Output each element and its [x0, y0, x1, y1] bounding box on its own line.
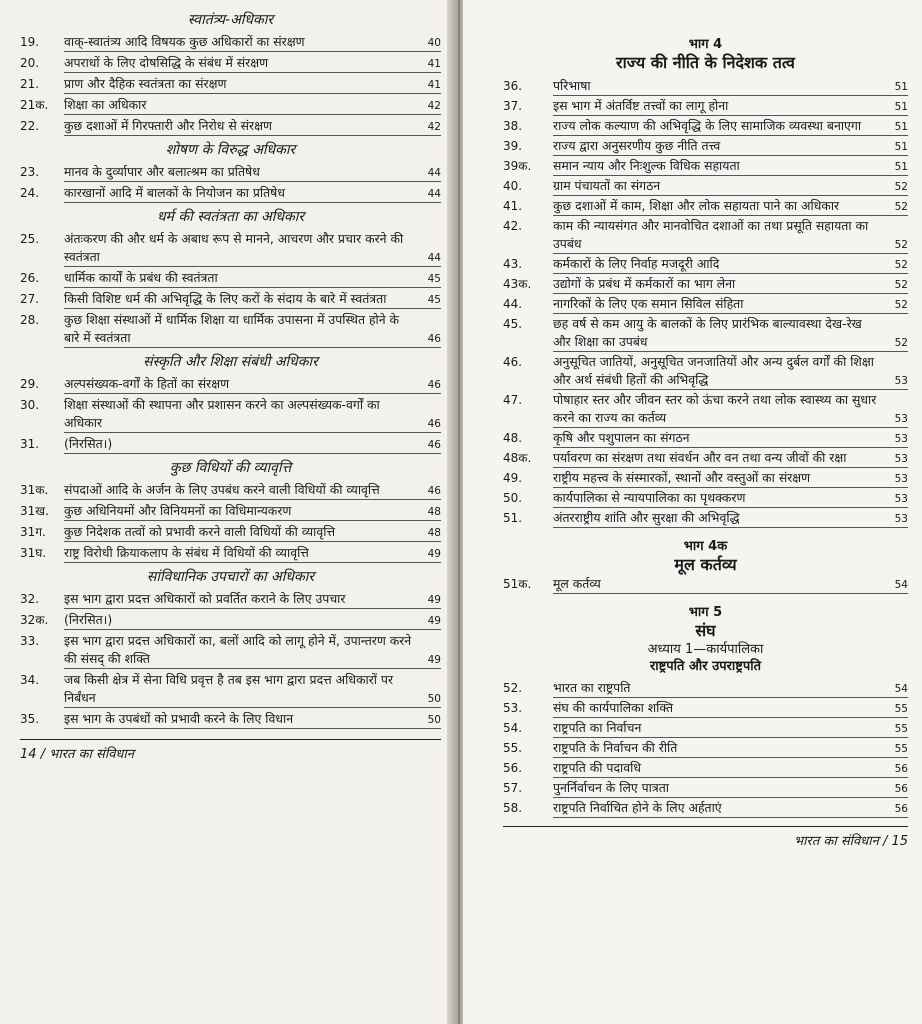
toc-entry [503, 315, 908, 352]
toc-entry [20, 269, 441, 288]
section-heading: कुछ विधियों की व्यावृत्ति [169, 460, 292, 476]
toc-entry [503, 157, 908, 176]
toc-entry [503, 295, 908, 314]
entry-title: (निरसित।) [64, 611, 441, 630]
part5-title: संघ [695, 621, 716, 640]
entry-number: 54. [503, 721, 523, 735]
entry-number: 31घ. [20, 546, 47, 560]
entry-page-number: 56 [894, 763, 908, 775]
entry-title: अंतःकरण की और धर्म के अबाध रूप से मानने, आचरण और प्रचार करने की स्वतंत्रता [64, 230, 441, 267]
entry-number: 37. [503, 99, 523, 113]
entry-title: समान न्याय और निःशुल्क विधिक सहायता [553, 157, 908, 176]
entry-title: अनुसूचित जातियों, अनुसूचित जनजातियों और अन्य दुर्बल वर्गों की शिक्षा और अर्थ संबंधी हितों की अभिवृद्धि [553, 353, 908, 390]
entry-page-number: 53 [894, 493, 908, 505]
chapter-subtitle: राष्ट्रपति और उपराष्ट्रपति [649, 659, 762, 674]
entry-page-number: 44 [427, 252, 441, 264]
entry-number: 52. [503, 681, 523, 695]
entry-number: 21क. [20, 98, 49, 112]
section-heading: स्वातंत्र्य-अधिकार [187, 12, 274, 28]
entry-title: कुछ दशाओं में गिरफ्तारी और निरोध से संरक्षण [64, 117, 441, 136]
part5-list [503, 679, 908, 818]
entry-number: 33. [20, 634, 40, 648]
entry-title: राष्ट्रपति निर्वाचित होने के लिए अर्हताएं [553, 799, 908, 818]
entry-title: शिक्षा संस्थाओं की स्थापना और प्रशासन करने का अल्पसंख्यक-वर्गों का अधिकार [64, 396, 441, 433]
toc-entry [20, 75, 441, 94]
entry-page-number: 40 [427, 37, 441, 49]
entry-number: 29. [20, 377, 40, 391]
toc-entry [20, 632, 441, 669]
entry-number: 56. [503, 761, 523, 775]
entry-page-number: 42 [427, 121, 441, 133]
entry-title: पोषाहार स्तर और जीवन स्तर को ऊंचा करने तथा लोक स्वास्थ्य का सुधार करने का राज्य का कर्तव्य [553, 391, 908, 428]
entry-page-number: 52 [894, 239, 908, 251]
section-heading: संस्कृति और शिक्षा संबंधी अधिकार [143, 354, 318, 370]
entry-number: 35. [20, 712, 40, 726]
entry-page-number: 55 [894, 703, 908, 715]
entry-number: 21. [20, 77, 40, 91]
entry-page-number: 46 [427, 379, 441, 391]
toc-entry [503, 275, 908, 294]
entry-page-number: 54 [894, 683, 908, 695]
entry-title: कृषि और पशुपालन का संगठन [553, 429, 908, 448]
entry-page-number: 45 [427, 294, 441, 306]
entry-number: 31ख. [20, 504, 49, 518]
part4a-label: भाग 4क [683, 539, 728, 554]
toc-entry [503, 449, 908, 468]
toc-entry [503, 97, 908, 116]
entry-title: कुछ अधिनियमों और विनियमनों का विधिमान्यकरण [64, 502, 441, 521]
entry-page-number: 48 [427, 527, 441, 539]
entry-page-number: 49 [427, 594, 441, 606]
toc-entry [20, 611, 441, 630]
toc-entry [20, 544, 441, 563]
entry-number: 32क. [20, 613, 49, 627]
entry-title: शिक्षा का अधिकार [64, 96, 441, 115]
entry-number: 40. [503, 179, 523, 193]
toc-entry [503, 509, 908, 528]
entry-title: संपदाओं आदि के अर्जन के लिए उपबंध करने वाली विधियों की व्यावृत्ति [64, 481, 441, 500]
entry-number: 55. [503, 741, 523, 755]
entry-number: 45. [503, 317, 523, 331]
entry-number: 39क. [503, 159, 532, 173]
entry-page-number: 51 [894, 121, 908, 133]
entry-title: राष्ट्रपति की पदावधि [553, 759, 908, 778]
toc-entry [503, 779, 908, 798]
entry-page-number: 53 [894, 413, 908, 425]
toc-entry [503, 575, 908, 594]
toc-entry [503, 799, 908, 818]
entry-title: मानव के दुर्व्यापार और बलात्श्रम का प्रतिषेध [64, 163, 441, 182]
toc-entry [503, 391, 908, 428]
entry-number: 46. [503, 355, 523, 369]
toc-entry [20, 590, 441, 609]
entry-title: पर्यावरण का संरक्षण तथा संवर्धन और वन तथा वन्य जीवों की रक्षा [553, 449, 908, 468]
entry-number: 34. [20, 673, 40, 687]
entry-title: छह वर्ष से कम आयु के बालकों के लिए प्रारंभिक बाल्यावस्था देख-रेख और शिक्षा का उपबंध [553, 315, 908, 352]
entry-title: इस भाग में अंतर्विष्ट तत्त्वों का लागू होना [553, 97, 908, 116]
entry-number: 28. [20, 313, 40, 327]
entry-page-number: 41 [427, 58, 441, 70]
entry-number: 47. [503, 393, 523, 407]
toc-entry [503, 137, 908, 156]
entry-title: मूल कर्तव्य [553, 575, 908, 594]
entry-number: 42. [503, 219, 523, 233]
toc-entry [20, 117, 441, 136]
entry-page-number: 52 [894, 279, 908, 291]
entry-page-number: 51 [894, 161, 908, 173]
entry-number: 30. [20, 398, 40, 412]
entry-title: परिभाषा [553, 77, 908, 96]
toc-entry [20, 54, 441, 73]
entry-title: किसी विशिष्ट धर्म की अभिवृद्धि के लिए करों के संदाय के बारे में स्वतंत्रता [64, 290, 441, 309]
entry-title: राष्ट्रपति का निर्वाचन [553, 719, 908, 738]
entry-page-number: 46 [427, 418, 441, 430]
entry-number: 57. [503, 781, 523, 795]
entry-title: राष्ट्र विरोधी क्रियाकलाप के संबंध में विधियों की व्यावृत्ति [64, 544, 441, 563]
toc-entry [20, 375, 441, 394]
entry-page-number: 48 [427, 506, 441, 518]
entry-number: 24. [20, 186, 40, 200]
toc-entry [503, 77, 908, 96]
toc-entry [503, 255, 908, 274]
right-footer: भारत का संविधान / 15 [794, 834, 908, 849]
entry-number: 48क. [503, 451, 532, 465]
footer-rule [20, 739, 441, 740]
entry-number: 31ग. [20, 525, 46, 539]
entry-page-number: 49 [427, 654, 441, 666]
entry-title: कुछ दशाओं में काम, शिक्षा और लोक सहायता पाने का अधिकार [553, 197, 908, 216]
entry-page-number: 55 [894, 743, 908, 755]
toc-entry [20, 230, 441, 267]
entry-page-number: 46 [427, 333, 441, 345]
entry-number: 44. [503, 297, 523, 311]
toc-entry [20, 523, 441, 542]
entry-title: प्राण और दैहिक स्वतंत्रता का संरक्षण [64, 75, 441, 94]
entry-title: नागरिकों के लिए एक समान सिविल संहिता [553, 295, 908, 314]
section-heading: शोषण के विरुद्ध अधिकार [165, 142, 296, 158]
entry-title: जब किसी क्षेत्र में सेना विधि प्रवृत्त है तब इस भाग द्वारा प्रदत्त अधिकारों पर निर्बंधन [64, 671, 441, 708]
entry-page-number: 46 [427, 439, 441, 451]
entry-page-number: 53 [894, 375, 908, 387]
entry-page-number: 52 [894, 181, 908, 193]
toc-entry [20, 311, 441, 348]
entry-title: धार्मिक कार्यों के प्रबंध की स्वतंत्रता [64, 269, 441, 288]
entry-number: 32. [20, 592, 40, 606]
entry-page-number: 53 [894, 473, 908, 485]
entry-page-number: 44 [427, 188, 441, 200]
entry-title: अंतरराष्ट्रीय शांति और सुरक्षा की अभिवृद्धि [553, 509, 908, 528]
entry-page-number: 49 [427, 548, 441, 560]
toc-entry [503, 177, 908, 196]
entry-title: कुछ शिक्षा संस्थाओं में धार्मिक शिक्षा या धार्मिक उपासना में उपस्थित होने के बारे में स्वतंत्रता [64, 311, 441, 348]
entry-number: 50. [503, 491, 523, 505]
entry-page-number: 52 [894, 201, 908, 213]
entry-page-number: 56 [894, 783, 908, 795]
entry-page-number: 52 [894, 259, 908, 271]
entry-title: भारत का राष्ट्रपति [553, 679, 908, 698]
entry-page-number: 53 [894, 433, 908, 445]
toc-entry [503, 679, 908, 698]
toc-entry [503, 197, 908, 216]
part4-title: राज्य की नीति के निदेशक तत्व [616, 53, 795, 72]
entry-number: 53. [503, 701, 523, 715]
entry-title: राष्ट्रपति के निर्वाचन की रीति [553, 739, 908, 758]
part4-list [503, 77, 908, 528]
toc-entry [20, 33, 441, 52]
entry-page-number: 51 [894, 141, 908, 153]
toc-entry [503, 217, 908, 254]
part4a-list [503, 575, 908, 594]
toc-entry [20, 671, 441, 708]
section-heading: धर्म की स्वतंत्रता का अधिकार [156, 209, 305, 225]
footer-rule [503, 826, 908, 827]
toc-entry [20, 435, 441, 454]
entry-page-number: 53 [894, 453, 908, 465]
toc-entry [503, 117, 908, 136]
entry-title: वाक्-स्वातंत्र्य आदि विषयक कुछ अधिकारों का संरक्षण [64, 33, 441, 52]
entry-page-number: 56 [894, 803, 908, 815]
toc-entry [20, 481, 441, 500]
entry-page-number: 51 [894, 101, 908, 113]
entry-page-number: 46 [427, 485, 441, 497]
toc-entry [20, 184, 441, 203]
entry-number: 31. [20, 437, 40, 451]
entry-title: अल्पसंख्यक-वर्गों के हितों का संरक्षण [64, 375, 441, 394]
entry-title: राज्य द्वारा अनुसरणीय कुछ नीति तत्त्व [553, 137, 908, 156]
entry-number: 25. [20, 232, 40, 246]
toc-entry [503, 759, 908, 778]
entry-title: अपराधों के लिए दोषसिद्धि के संबंध में संरक्षण [64, 54, 441, 73]
entry-page-number: 54 [894, 579, 908, 591]
toc-entry [503, 699, 908, 718]
entry-page-number: 49 [427, 615, 441, 627]
entry-number: 23. [20, 165, 40, 179]
entry-title: कार्यपालिका से न्यायपालिका का पृथक्करण [553, 489, 908, 508]
entry-title: कारखानों आदि में बालकों के नियोजन का प्रतिषेध [64, 184, 441, 203]
part5-label: भाग 5 [688, 605, 723, 620]
entry-page-number: 55 [894, 723, 908, 735]
toc-entry [503, 429, 908, 448]
entry-title: संघ की कार्यपालिका शक्ति [553, 699, 908, 718]
part4-label: भाग 4 [688, 37, 723, 52]
left-contents [20, 10, 441, 729]
entry-title: राष्ट्रीय महत्त्व के संस्मारकों, स्थानों और वस्तुओं का संरक्षण [553, 469, 908, 488]
entry-page-number: 41 [427, 79, 441, 91]
entry-page-number: 52 [894, 299, 908, 311]
toc-entry [20, 502, 441, 521]
entry-page-number: 50 [427, 693, 441, 705]
entry-number: 43. [503, 257, 523, 271]
toc-entry [20, 163, 441, 182]
entry-number: 51क. [503, 577, 532, 591]
part4a-title: मूल कर्तव्य [674, 555, 737, 574]
entry-title: राज्य लोक कल्याण की अभिवृद्धि के लिए सामाजिक व्यवस्था बनाएगा [553, 117, 908, 136]
entry-number: 31क. [20, 483, 49, 497]
entry-page-number: 45 [427, 273, 441, 285]
chapter-title: अध्याय 1—कार्यपालिका [647, 642, 764, 657]
entry-title: काम की न्यायसंगत और मानवोचित दशाओं का तथा प्रसूति सहायता का उपबंध [553, 217, 908, 254]
entry-number: 26. [20, 271, 40, 285]
entry-number: 58. [503, 801, 523, 815]
entry-number: 22. [20, 119, 40, 133]
entry-number: 38. [503, 119, 523, 133]
entry-title: पुनर्निर्वाचन के लिए पात्रता [553, 779, 908, 798]
entry-page-number: 42 [427, 100, 441, 112]
entry-title: कर्मकारों के लिए निर्वाह मजदूरी आदि [553, 255, 908, 274]
toc-entry [503, 469, 908, 488]
section-heading: सांविधानिक उपचारों का अधिकार [146, 569, 315, 585]
entry-number: 49. [503, 471, 523, 485]
entry-number: 19. [20, 35, 40, 49]
toc-entry [503, 489, 908, 508]
toc-entry [503, 739, 908, 758]
toc-entry [20, 290, 441, 309]
entry-title: (निरसित।) [64, 435, 441, 454]
entry-page-number: 53 [894, 513, 908, 525]
entry-page-number: 51 [894, 81, 908, 93]
toc-entry [503, 353, 908, 390]
entry-title: इस भाग द्वारा प्रदत्त अधिकारों का, बलों आदि को लागू होने में, उपान्तरण करने की संसद् की शक्ति [64, 632, 441, 669]
toc-entry [20, 396, 441, 433]
entry-page-number: 52 [894, 337, 908, 349]
left-footer: 14 / भारत का संविधान [20, 747, 134, 762]
entry-number: 39. [503, 139, 523, 153]
toc-entry [20, 710, 441, 729]
toc-entry [20, 96, 441, 115]
entry-number: 27. [20, 292, 40, 306]
entry-title: कुछ निदेशक तत्वों को प्रभावी करने वाली विधियों की व्यावृत्ति [64, 523, 441, 542]
entry-title: इस भाग द्वारा प्रदत्त अधिकारों को प्रवर्तित कराने के लिए उपचार [64, 590, 441, 609]
entry-title: ग्राम पंचायतों का संगठन [553, 177, 908, 196]
entry-number: 48. [503, 431, 523, 445]
right-page [463, 0, 922, 1024]
left-page [0, 0, 455, 1024]
entry-title: इस भाग के उपबंधों को प्रभावी करने के लिए विधान [64, 710, 441, 729]
entry-number: 20. [20, 56, 40, 70]
entry-title: उद्योगों के प्रबंध में कर्मकारों का भाग लेना [553, 275, 908, 294]
entry-number: 51. [503, 511, 523, 525]
entry-page-number: 44 [427, 167, 441, 179]
toc-entry [503, 719, 908, 738]
entry-number: 43क. [503, 277, 532, 291]
entry-number: 41. [503, 199, 523, 213]
entry-number: 36. [503, 79, 523, 93]
entry-page-number: 50 [427, 714, 441, 726]
